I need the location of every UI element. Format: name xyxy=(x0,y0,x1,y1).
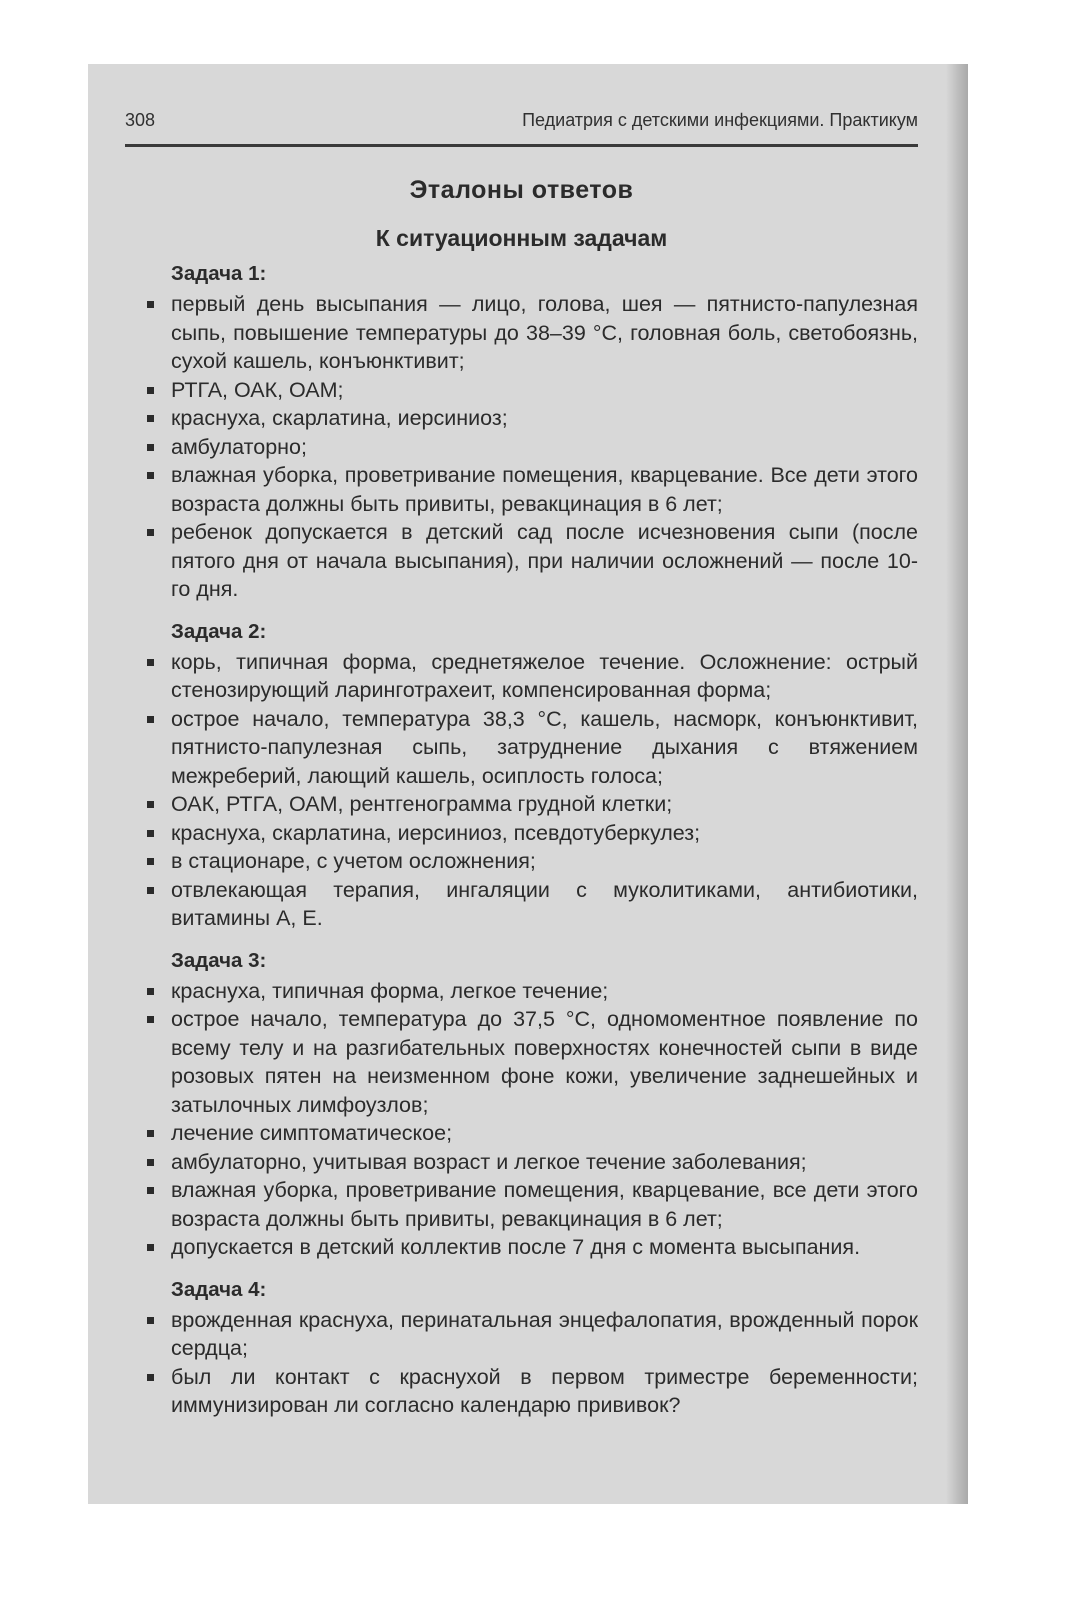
answer-text: ребенок допускается в детский сад после исчезновения сыпи (после пятого дня от начала высыпания), при наличии осложнений — после 10-го дня. xyxy=(171,520,918,601)
answer-text: корь, типичная форма, среднетяжелое течение. Осложнение: острый стенозирующий ларинготрахеит, компенсированная форма; xyxy=(171,649,918,702)
task-title: Задача 2: xyxy=(171,619,267,643)
answer-item xyxy=(125,1148,918,1177)
answer-item xyxy=(125,290,918,376)
answer-text: допускается в детский коллектив после 7 дня с момента высыпания. xyxy=(171,1235,861,1259)
task-title: Задача 3: xyxy=(171,948,267,972)
answer-text: был ли контакт с краснухой в первом триместре беременности; иммунизирован ли согласно календарю прививок? xyxy=(171,1364,918,1417)
task-title: Задача 1: xyxy=(171,262,267,285)
square-bullet-icon xyxy=(147,529,154,536)
square-bullet-icon xyxy=(147,801,154,808)
answer-item xyxy=(125,1233,918,1262)
answer-item xyxy=(125,376,918,405)
answer-text: острое начало, температура 38,3 °С, кашель, насморк, конъюнктивит, пятнисто-папулезная сыпь, затруднение дыхания с втяжением межреберий, лающий кашель, осиплость голоса; xyxy=(171,706,918,788)
answer-text: влажная уборка, проветривание помещения, кварцевание. Все дети этого возраста должны быть привиты, ревакцинация в 6 лет; xyxy=(171,463,918,516)
section-title: Эталоны ответов xyxy=(409,176,634,204)
square-bullet-icon xyxy=(147,830,154,837)
answer-list xyxy=(125,290,918,604)
page-content xyxy=(125,176,918,1420)
answer-item xyxy=(125,1119,918,1148)
answer-list xyxy=(125,977,918,1262)
answer-text: лечение симптоматическое; xyxy=(171,1121,453,1145)
square-bullet-icon xyxy=(147,1159,154,1166)
square-bullet-icon xyxy=(147,1016,154,1023)
square-bullet-icon xyxy=(147,716,154,723)
running-title: Педиатрия с детскими инфекциями. Практикум xyxy=(522,110,918,130)
answer-text: ОАК, РТГА, ОАМ, рентгенограмма грудной клетки; xyxy=(171,792,673,816)
header-rule xyxy=(125,144,918,147)
task-block xyxy=(125,258,918,604)
square-bullet-icon xyxy=(147,887,154,894)
answer-list xyxy=(125,1306,918,1420)
answer-text: РТГА, ОАК, ОАМ; xyxy=(171,377,344,402)
square-bullet-icon xyxy=(147,444,154,451)
section-subtitle: К ситуационным задачам xyxy=(375,225,668,251)
square-bullet-icon xyxy=(147,387,154,394)
square-bullet-icon xyxy=(147,1187,154,1194)
square-bullet-icon xyxy=(147,1317,154,1324)
answer-item xyxy=(125,518,918,604)
answer-item xyxy=(125,1363,918,1420)
answer-text: краснуха, типичная форма, легкое течение; xyxy=(171,978,609,1003)
answer-item xyxy=(125,461,918,518)
square-bullet-icon xyxy=(147,415,154,422)
answer-item xyxy=(125,1306,918,1363)
page-header xyxy=(125,110,918,134)
answer-item xyxy=(125,1005,918,1119)
book-page xyxy=(88,64,968,1504)
answer-item xyxy=(125,876,918,933)
answer-list xyxy=(125,648,918,933)
square-bullet-icon xyxy=(147,988,154,995)
square-bullet-icon xyxy=(147,301,154,308)
answer-item xyxy=(125,705,918,791)
answer-text: врожденная краснуха, перинатальная энцефалопатия, врожденный порок сердца; xyxy=(171,1307,918,1360)
square-bullet-icon xyxy=(147,659,154,666)
answer-item xyxy=(125,648,918,705)
task-list xyxy=(125,258,918,1420)
answer-text: амбулаторно; xyxy=(171,434,307,459)
task-block xyxy=(125,945,918,1262)
task-title: Задача 4: xyxy=(171,1277,267,1301)
answer-text: краснуха, скарлатина, иерсиниоз, псевдотуберкулез; xyxy=(171,820,701,845)
answer-item xyxy=(125,1176,918,1233)
task-block xyxy=(125,1274,918,1420)
answer-item xyxy=(125,790,918,819)
square-bullet-icon xyxy=(147,472,154,479)
square-bullet-icon xyxy=(147,1244,154,1251)
answer-text: в стационаре, с учетом осложнения; xyxy=(171,849,536,873)
answer-item xyxy=(125,404,918,433)
answer-text: амбулаторно, учитывая возраст и легкое течение заболевания; xyxy=(171,1149,807,1174)
square-bullet-icon xyxy=(147,1374,154,1381)
answer-text: краснуха, скарлатина, иерсиниоз; xyxy=(171,406,508,430)
square-bullet-icon xyxy=(147,858,154,865)
answer-text: первый день высыпания — лицо, голова, шея — пятнисто-папулезная сыпь, повышение температуры до 38–39 °С, головная боль, светобоязнь, сухой кашель, конъюнктивит; xyxy=(171,292,918,373)
answer-item xyxy=(125,977,918,1006)
answer-text: острое начало, температура до 37,5 °С, одномоментное появление по всему телу и на разгибательных поверхностях конечностей сыпи в виде розовых пятен на неизменном фоне кожи, увеличение заднешейных и затылочных лимфоузлов; xyxy=(171,1007,918,1117)
answer-text: отвлекающая терапия, ингаляции с муколитиками, антибиотики, витамины А, Е. xyxy=(171,877,918,930)
answer-item xyxy=(125,847,918,876)
page-edge-shadow xyxy=(946,64,968,1504)
page-number: 308 xyxy=(125,110,156,130)
answer-item xyxy=(125,819,918,848)
answer-text: влажная уборка, проветривание помещения, кварцевание, все дети этого возраста должны быть привиты, ревакцинация в 6 лет; xyxy=(171,1178,918,1231)
task-block xyxy=(125,616,918,933)
square-bullet-icon xyxy=(147,1130,154,1137)
answer-item xyxy=(125,433,918,462)
